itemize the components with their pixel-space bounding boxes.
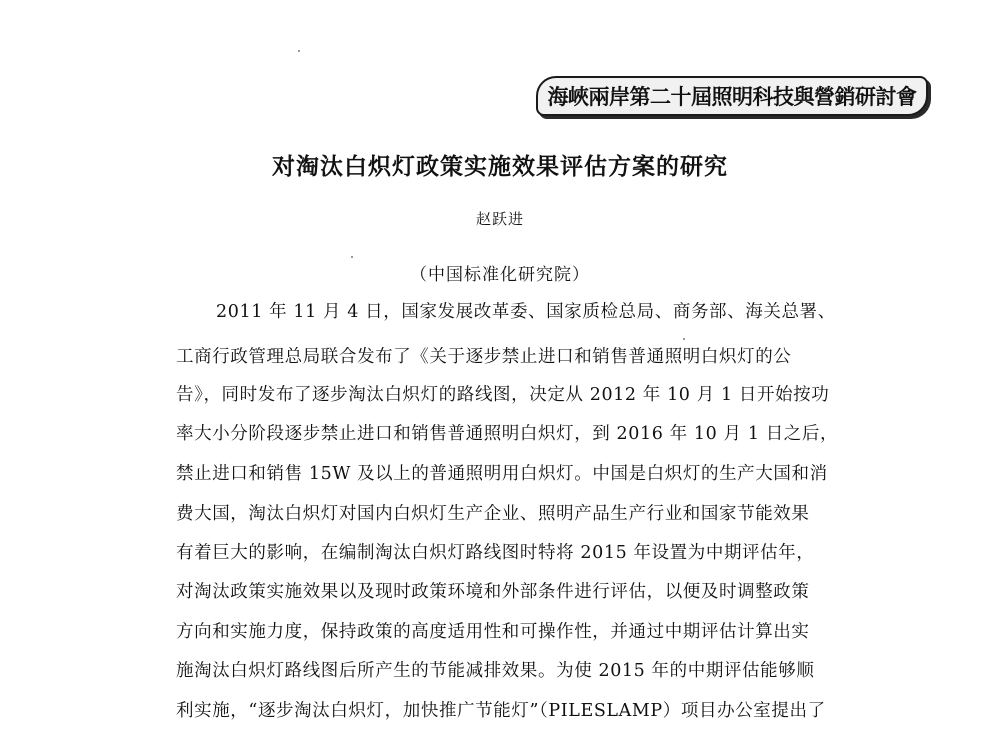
conference-banner: 海峽兩岸第二十屆照明科技與營銷研討會 xyxy=(536,76,928,116)
author-name: 赵跃进 xyxy=(475,210,524,228)
body-line: 2011 年 11 月 4 日，国家发展改革委、国家质检总局、商务部、海关总署、 xyxy=(216,302,836,322)
scan-speck xyxy=(351,256,353,258)
scan-speck xyxy=(683,338,685,340)
author-affiliation: （中国标准化研究院） xyxy=(410,265,590,285)
scan-speck xyxy=(298,50,300,52)
body-line: 施淘汰白炽灯路线图后所产生的节能减排效果。为使 2015 年的中期评估能够顺 xyxy=(176,661,815,681)
body-line: 费大国，淘汰白炽灯对国内白炽灯生产企业、照明产品生产行业和国家节能效果 xyxy=(176,504,810,524)
body-line: 方向和实施力度，保持政策的高度适用性和可操作性，并通过中期评估计算出实 xyxy=(176,622,810,642)
paper-title: 对淘汰白炽灯政策实施效果评估方案的研究 xyxy=(272,154,728,180)
body-line: 有着巨大的影响，在编制淘汰白炽灯路线图时特将 2015 年设置为中期评估年， xyxy=(176,543,815,563)
body-line: 利实施，“逐步淘汰白炽灯，加快推广节能灯”（PILESLAMP）项目办公室提出了 xyxy=(176,701,826,721)
body-line: 禁止进口和销售 15W 及以上的普通照明用白炽灯。中国是白炽灯的生产大国和消 xyxy=(176,464,828,484)
body-line: 告》，同时发布了逐步淘汰白炽灯的路线图，决定从 2012 年 10 月 1 日开始按功 xyxy=(176,385,830,405)
body-line: 工商行政管理总局联合发布了《关于逐步禁止进口和销售普通照明白炽灯的公 xyxy=(176,347,792,367)
body-line: 率大小分阶段逐步禁止进口和销售普通照明白炽灯，到 2016 年 10 月 1 日之后， xyxy=(176,424,839,444)
body-line: 对淘汰政策实施效果以及现时政策环境和外部条件进行评估，以便及时调整政策 xyxy=(176,582,810,602)
